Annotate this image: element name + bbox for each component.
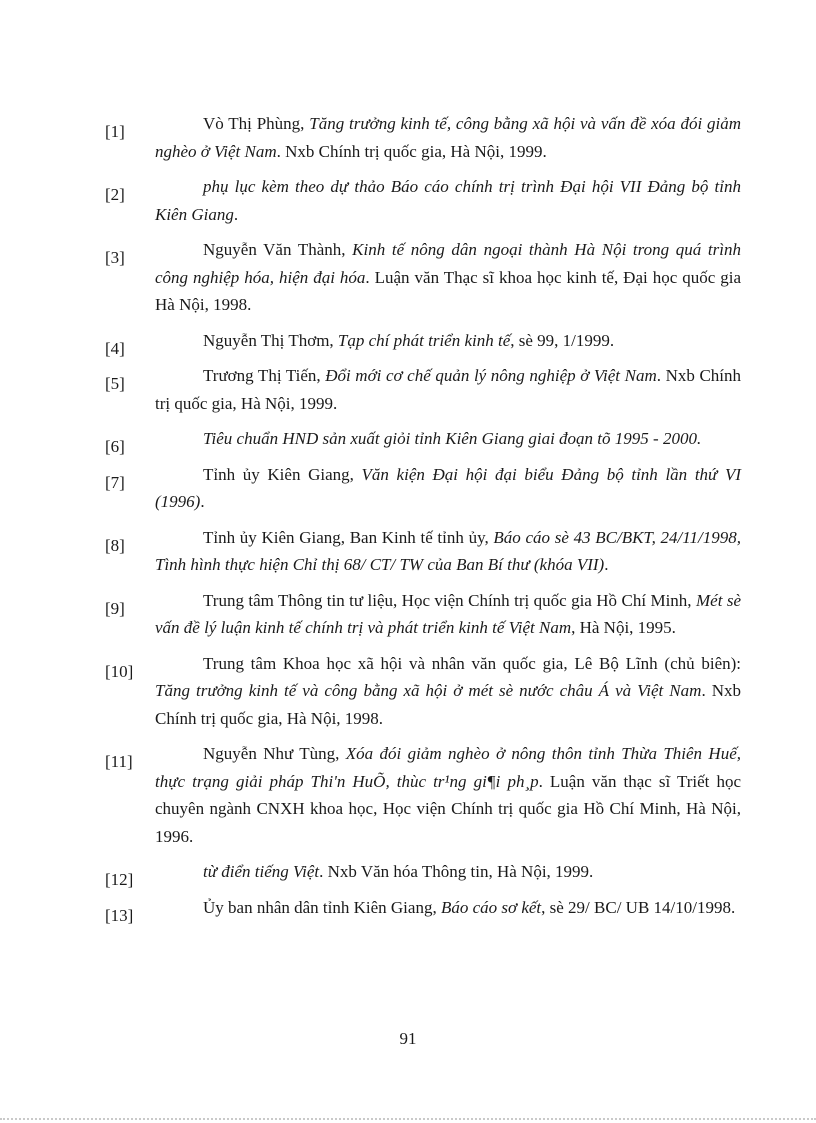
reference-item [105, 858, 741, 889]
reference-item [105, 327, 741, 358]
reference-lead: Tỉnh ủy Kiên Giang, [203, 464, 362, 484]
reference-text [155, 650, 741, 733]
reference-number: [13] [105, 905, 134, 925]
reference-tail: , sè 29/ BC/ UB 14/10/1998. [541, 897, 736, 917]
reference-item [105, 650, 741, 733]
page-number: 91 [399, 1029, 417, 1048]
reference-title: Xóa đói giảm nghèo ở nông thôn tỉnh Thừa Thiên Huế, thực trạng giải pháp Thi'n HuÕ, thùc tr¹ng gi¶i ph¸p [155, 744, 741, 791]
reference-item [105, 110, 741, 165]
reference-lead: Nguyễn Văn Thành, [203, 240, 353, 259]
reference-title: Văn kiện Đại hội đại biểu Đảng bộ tỉnh lần thứ VI (1996) [155, 464, 742, 511]
reference-text [155, 740, 741, 850]
reference-title: Tạp chí phát triển kinh tế [337, 330, 511, 350]
reference-number: [3] [105, 248, 125, 267]
reference-lead: Trung tâm Khoa học xã hội và nhân văn quốc gia, Lê Bộ Lĩnh (chủ biên): [203, 653, 741, 673]
reference-item [105, 587, 741, 642]
reference-text [155, 362, 741, 417]
reference-title: phụ lục kèm theo dự thảo Báo cáo chính trị trình Đại hội VII Đảng bộ tỉnh Kiên Giang [155, 177, 741, 224]
reference-number: [9] [105, 598, 125, 618]
reference-item [105, 362, 741, 417]
reference-text [155, 327, 741, 355]
reference-item [105, 524, 741, 579]
reference-item [105, 740, 741, 850]
reference-tail: , Hà Nội, 1995. [571, 618, 676, 637]
reference-lead: Trương Thị Tiến, [203, 366, 326, 385]
reference-text [155, 173, 741, 228]
page-bottom-divider [0, 1118, 816, 1120]
reference-title: Đổi mới cơ chế quản lý nông nghiệp ở Việt Nam [325, 366, 657, 385]
reference-text [155, 461, 741, 516]
reference-tail: . Nxb Chính trị quốc gia, Hà Nội, 1999. [276, 141, 547, 161]
reference-number: [6] [105, 437, 125, 456]
reference-text [155, 858, 741, 886]
reference-list [105, 110, 741, 929]
reference-item [105, 894, 741, 925]
reference-title: Tiêu chuẩn HND sản xuất giỏi tỉnh Kiên Giang giai đoạn tõ 1995 - 2000. [203, 429, 702, 448]
reference-text [155, 425, 741, 453]
reference-tail: . Nxb Văn hóa Thông tin, Hà Nội, 1999. [319, 862, 594, 881]
reference-number: [10] [105, 661, 134, 681]
reference-lead: Ủy ban nhân dân tỉnh Kiên Giang, [203, 897, 441, 917]
reference-tail: . Nxb Chính trị quốc gia, Hà Nội, 1998. [155, 681, 741, 728]
reference-title: Mét sè vấn đề lý luận kinh tế chính trị và phát triển kinh tế Việt Nam [155, 590, 741, 637]
reference-number: [1] [105, 122, 125, 141]
reference-text [155, 894, 741, 922]
reference-tail: . [604, 555, 609, 574]
reference-text [155, 110, 741, 165]
reference-title: Báo cáo sè 43 BC/BKT, 24/11/1998, Tình hình thực hiện Chỉ thị 68/ CT/ TW của Ban Bí thư (khóa VII) [155, 527, 741, 574]
reference-number: [5] [105, 374, 125, 393]
reference-number: [12] [105, 870, 134, 889]
reference-item [105, 236, 741, 319]
reference-lead: Nguyễn Như Tùng, [203, 744, 346, 763]
reference-title: Tăng trưởng kinh tế, công bằng xã hội và vấn đề xóa đói giảm nghèo ở Việt Nam [155, 114, 741, 161]
reference-item [105, 173, 741, 228]
reference-number: [7] [105, 472, 125, 492]
reference-text [155, 587, 741, 642]
reference-lead: Trung tâm Thông tin tư liệu, Học viện Chính trị quốc gia Hồ Chí Minh, [203, 590, 696, 610]
reference-lead: Vò Thị Phùng, [203, 114, 310, 133]
reference-title: Tăng trưởng kinh tế và công bằng xã hội ở mét sè nước châu Á và Việt Nam [155, 681, 702, 700]
reference-number: [4] [105, 338, 125, 358]
reference-tail: . [233, 204, 239, 224]
reference-number: [8] [105, 535, 125, 555]
reference-title: từ điển tiếng Việt [203, 862, 320, 881]
reference-text [155, 524, 741, 579]
reference-tail: , sè 99, 1/1999. [510, 330, 615, 350]
reference-tail: . [200, 492, 205, 511]
reference-item [105, 461, 741, 516]
reference-lead: Tỉnh ủy Kiên Giang, Ban Kinh tế tỉnh ủy, [203, 527, 494, 547]
reference-lead: Nguyễn Thị Thơm, [203, 330, 338, 350]
reference-title: Kinh tế nông dân ngoại thành Hà Nội trong quá trình công nghiệp hóa, hiện đại hóa [155, 240, 741, 287]
reference-title: Báo cáo sơ kết [440, 897, 542, 917]
reference-tail: . Luận văn Thạc sĩ khoa học kinh tế, Đại học quốc gia Hà Nội, 1998. [155, 267, 741, 314]
reference-tail: . Luận văn thạc sĩ Triết học chuyên ngành CNXH khoa học, Học viện Chính trị quốc gia Hồ Chí Minh, Hà Nội, 1996. [155, 771, 741, 846]
reference-number: [2] [105, 185, 125, 204]
reference-number: [11] [105, 752, 133, 771]
reference-item [105, 425, 741, 456]
reference-text [155, 236, 741, 319]
reference-tail: . Nxb Chính trị quốc gia, Hà Nội, 1999. [155, 366, 742, 413]
